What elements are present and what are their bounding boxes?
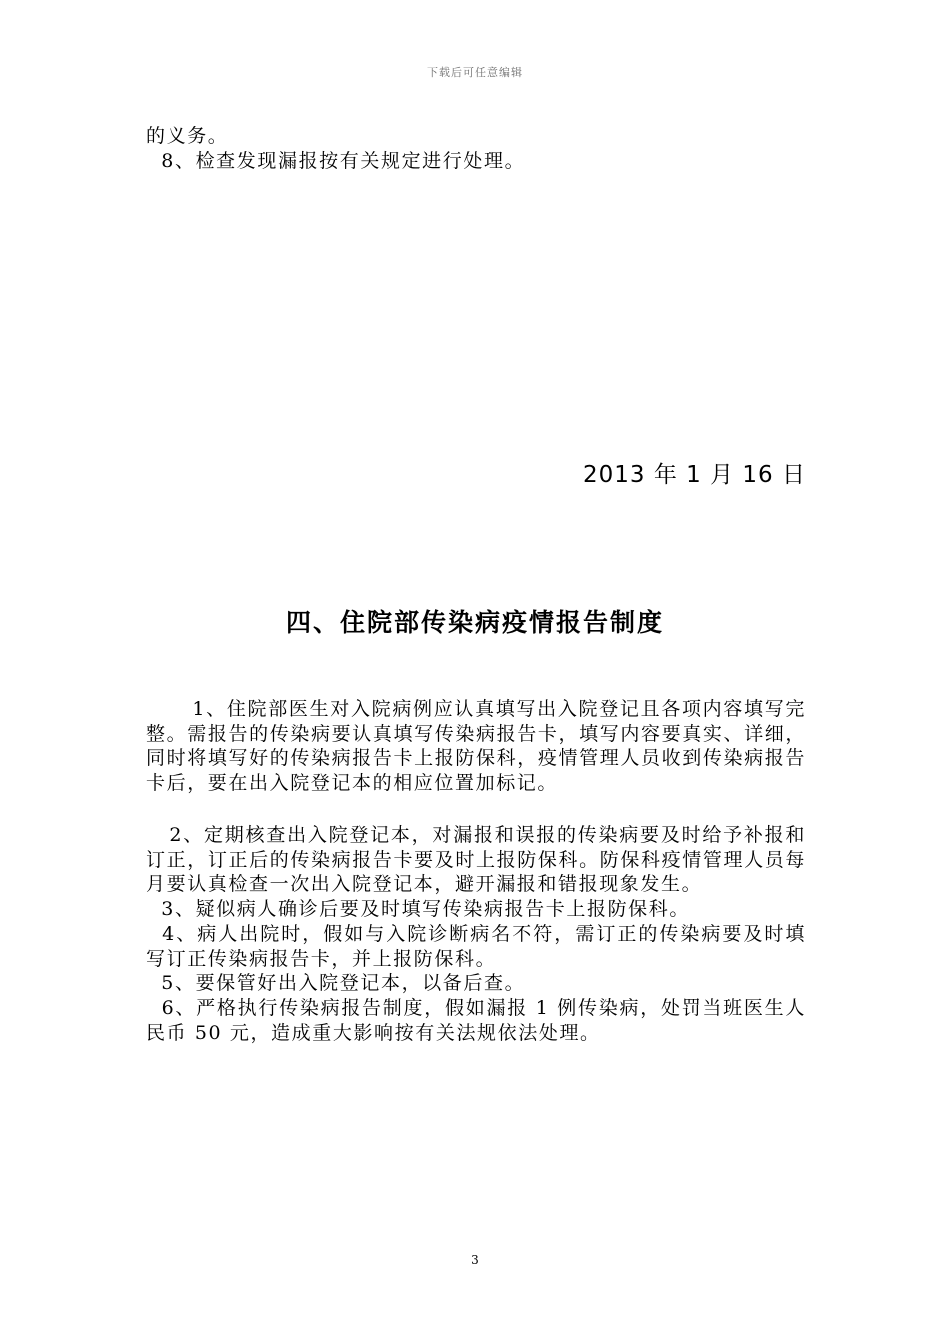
continuation-text: 的义务。: [146, 125, 229, 147]
item-8-text: 8、检查发现漏报按有关规定进行处理。: [146, 150, 526, 172]
document-date: 2013 年 1 月 16 日: [583, 462, 806, 488]
section-item-2: 2、定期核查出入院登记本，对漏报和误报的传染病要及时给予补报和订正，订正后的传染病报告卡要及时上报防保科。防保科疫情管理人员每月要认真检查一次出入院登记本，避开漏报和错报现象发生。: [146, 824, 806, 895]
section-item-5: 5、要保管好出入院登记本，以备后查。: [146, 972, 526, 994]
section-item-6: 6、严格执行传染病报告制度，假如漏报 1 例传染病，处罚当班医生人民币 50 元，造成重大影响按有关法规依法处理。: [146, 997, 806, 1044]
page-number: 3: [471, 1253, 479, 1267]
header-note: 下载后可任意编辑: [427, 66, 523, 79]
section-item-4: 4、病人出院时，假如与入院诊断病名不符，需订正的传染病要及时填写订正传染病报告卡，并上报防保科。: [146, 923, 806, 970]
section-item-1: 1、住院部医生对入院病例应认真填写出入院登记且各项内容填写完整。需报告的传染病要认真填写传染病报告卡，填写内容要真实、详细，同时将填写好的传染病报告卡上报防保科，疫情管理人员收到传染病报告卡后，要在出入院登记本的相应位置加标记。: [146, 698, 807, 794]
section-item-3: 3、疑似病人确诊后要及时填写传染病报告卡上报防保科。: [146, 898, 690, 920]
section-title: 四、住院部传染病疫情报告制度: [285, 608, 664, 637]
